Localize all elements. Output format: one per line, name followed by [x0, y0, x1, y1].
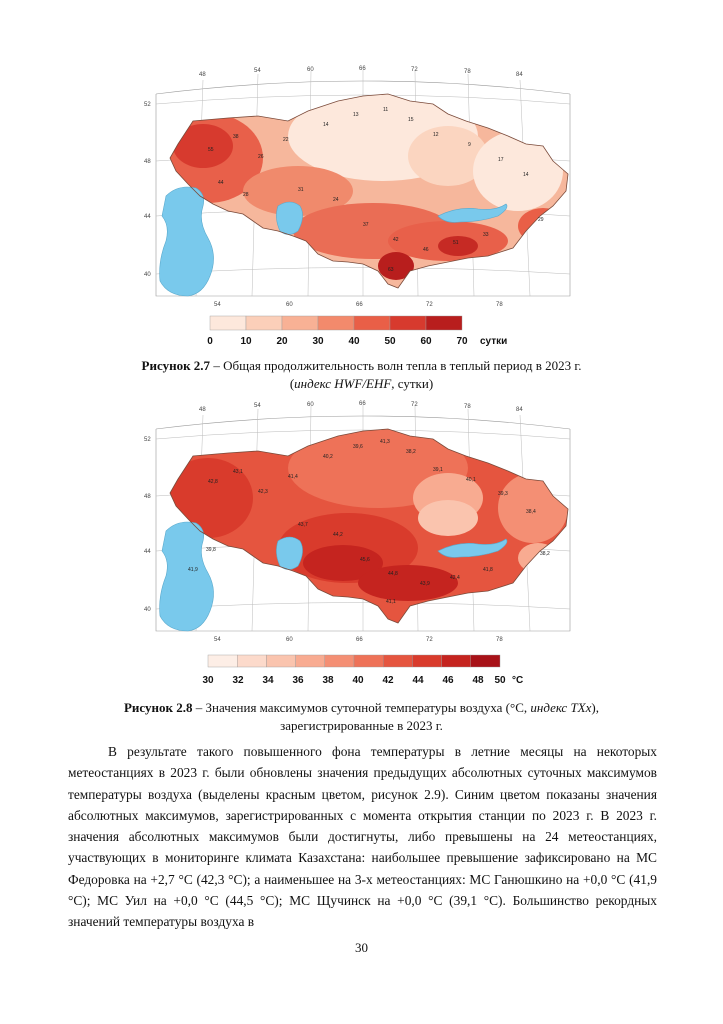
heatwave-legend [207, 314, 530, 348]
svg-text:51: 51 [453, 240, 459, 246]
figure2-caption-text: Значения максимумов суточной температуры воздуха (°С, [205, 700, 531, 715]
lon-top-48: 48 [199, 72, 206, 78]
legend2-tick: 46 [442, 675, 454, 686]
svg-text:22: 22 [283, 137, 289, 143]
svg-text:37: 37 [363, 222, 369, 228]
svg-text:43,9: 43,9 [420, 581, 430, 587]
lat-label-48: 48 [144, 494, 151, 500]
legend1-tick: 50 [384, 336, 396, 347]
legend1-tick: 40 [348, 336, 360, 347]
svg-text:38,4: 38,4 [526, 509, 536, 515]
legend1-tick: 30 [312, 336, 324, 347]
legend-color-box [390, 316, 426, 330]
lon-top-84: 84 [516, 407, 523, 413]
lat-label-40: 40 [144, 272, 151, 278]
lon-bottom-60: 60 [286, 637, 293, 643]
lon-top-78: 78 [464, 404, 471, 410]
legend-color-box [412, 655, 441, 667]
svg-text:12: 12 [433, 132, 439, 138]
svg-text:15: 15 [408, 117, 414, 123]
svg-text:38,2: 38,2 [540, 551, 550, 557]
legend2-tick: 48 [472, 675, 484, 686]
lon-top-72: 72 [411, 402, 418, 408]
page-number: 30 [355, 940, 368, 955]
legend2-tick: 44 [412, 675, 424, 686]
legend1-tick: 20 [276, 336, 288, 347]
lon-top-60: 60 [307, 67, 314, 73]
svg-text:14: 14 [523, 172, 529, 178]
svg-text:46: 46 [423, 247, 429, 253]
svg-text:41,1: 41,1 [386, 599, 396, 605]
svg-text:44: 44 [218, 180, 224, 186]
lat-label-44: 44 [144, 549, 151, 555]
lon-top-66: 66 [359, 401, 366, 407]
svg-text:38,2: 38,2 [406, 449, 416, 455]
svg-text:33: 33 [483, 232, 489, 238]
svg-text:42,3: 42,3 [258, 489, 268, 495]
svg-text:41,3: 41,3 [380, 439, 390, 445]
lon-bottom-66: 66 [356, 637, 363, 643]
svg-text:42,8: 42,8 [208, 479, 218, 485]
lon-bottom-72: 72 [426, 302, 433, 308]
svg-text:55: 55 [208, 147, 214, 153]
legend1-tick: 10 [240, 336, 252, 347]
figure2-caption-dash: – [192, 700, 206, 715]
body-paragraph: В результате такого повышенного фона температуры в летние месяцы на некоторых метеостанциях в 2023 г. были обновлены значения предыдущих абсолютных суточных максимумов температуры воздуха (выделены красным цветом, рисунок 2.9). Синим цветом показаны значения абсолютных максимумов, зарегистрированных с момента открытия станции по 2023 г. В 2023 г. значения абсолютных максимумов были достигнуты, либо превышены на 24 метеостанциях, участвующих в мониторинге климата Казахстана: наибольшее превышение зафиксировано на МС Федоровка на +2,7 °С (42,3 °С); а наименьшее на 3-х метеостанциях: МС Ганюшкино на +0,0 °С (41,9 °С); МС Уил на +0,0 °С (44,5 °С); МС Щучинск на +0,0 °С (39,1 °С). Большинство рекордных значений температуры воздуха в [68, 744, 657, 930]
heatwave-duration-map [144, 66, 578, 311]
figure2-caption: Рисунок 2.8 – Значения максимумов суточной температуры воздуха (°С, индекс TXx), зарегистрированные в 2023 г. [123, 700, 599, 733]
svg-text:40,2: 40,2 [323, 454, 333, 460]
lon-top-78: 78 [464, 69, 471, 75]
svg-text:63: 63 [388, 267, 394, 273]
lon-bottom-60: 60 [286, 302, 293, 308]
svg-text:45,6: 45,6 [360, 557, 370, 563]
svg-text:17: 17 [498, 157, 504, 163]
legend-color-box [282, 316, 318, 330]
svg-text:43,1: 43,1 [233, 469, 243, 475]
svg-text:41,9: 41,9 [188, 567, 198, 573]
legend1-unit: сутки [480, 336, 508, 347]
svg-text:29: 29 [538, 217, 544, 223]
svg-text:26: 26 [258, 154, 264, 160]
svg-text:42,4: 42,4 [450, 575, 460, 581]
svg-text:39,1: 39,1 [433, 467, 443, 473]
legend2-unit: °C [512, 675, 524, 686]
lon-top-72: 72 [411, 67, 418, 73]
lat-label-44: 44 [144, 214, 151, 220]
legend-color-box [296, 655, 325, 667]
svg-text:39,3: 39,3 [498, 491, 508, 497]
figure1-caption-label: Рисунок 2.7 [141, 358, 211, 373]
svg-text:28: 28 [243, 192, 249, 198]
svg-text:39,6: 39,6 [353, 444, 363, 450]
figure1-caption-text: Общая продолжительность волн тепла в теплый период в 2023 г. [223, 358, 582, 373]
legend-color-box [383, 655, 412, 667]
legend1-tick: 60 [420, 336, 432, 347]
legend-color-box [246, 316, 282, 330]
max-temperature-map [144, 401, 578, 643]
lat-label-52: 52 [144, 102, 151, 108]
legend-color-box [354, 316, 390, 330]
svg-text:41,8: 41,8 [483, 567, 493, 573]
legend-color-box [325, 655, 354, 667]
lon-top-54: 54 [254, 403, 261, 409]
body-text [68, 741, 657, 933]
legend2-tick: 50 [494, 675, 506, 686]
legend-color-box [208, 655, 237, 667]
lat-label-48: 48 [144, 159, 151, 165]
legend2-tick: 38 [322, 675, 334, 686]
legend1-tick: 70 [456, 336, 468, 347]
legend2-tick: 30 [202, 675, 214, 686]
lon-bottom-78: 78 [496, 637, 503, 643]
legend-color-box [471, 655, 500, 667]
legend-color-box [442, 655, 471, 667]
figure2-caption-label: Рисунок 2.8 [123, 700, 193, 715]
lon-top-66: 66 [359, 66, 366, 72]
legend2-tick: 40 [352, 675, 364, 686]
lon-top-84: 84 [516, 72, 523, 78]
svg-text:11: 11 [383, 107, 389, 113]
legend1-tick: 0 [207, 336, 213, 347]
svg-text:14: 14 [323, 122, 329, 128]
lon-top-48: 48 [199, 407, 206, 413]
lon-bottom-72: 72 [426, 637, 433, 643]
legend-color-box [210, 316, 246, 330]
figure1-caption: Рисунок 2.7 – Общая продолжительность волн тепла в теплый период в 2023 г. (индекс HWF/EHF, сутки) [141, 358, 582, 391]
legend2-tick: 36 [292, 675, 304, 686]
figure2-caption-index: индекс TXx [530, 700, 592, 715]
svg-text:39,8: 39,8 [206, 547, 216, 553]
lat-label-52: 52 [144, 437, 151, 443]
svg-text:42: 42 [393, 237, 399, 243]
svg-text:9: 9 [468, 142, 471, 148]
legend-color-box [237, 655, 266, 667]
legend-color-box [426, 316, 462, 330]
legend-color-box [266, 655, 295, 667]
svg-text:44,2: 44,2 [333, 532, 343, 538]
lon-bottom-66: 66 [356, 302, 363, 308]
svg-text:40,1: 40,1 [466, 477, 476, 483]
legend2-tick: 42 [382, 675, 394, 686]
legend-color-box [318, 316, 354, 330]
svg-text:43,7: 43,7 [298, 522, 308, 528]
temperature-legend [196, 653, 526, 687]
svg-text:31: 31 [298, 187, 304, 193]
figure1-caption-index: индекс HWF/EHF [294, 376, 392, 391]
lon-top-54: 54 [254, 68, 261, 74]
svg-text:44,8: 44,8 [388, 571, 398, 577]
figure1-caption-dash: – [210, 358, 224, 373]
svg-text:38: 38 [233, 134, 239, 140]
lon-bottom-78: 78 [496, 302, 503, 308]
legend2-tick: 34 [262, 675, 274, 686]
svg-text:41,4: 41,4 [288, 474, 298, 480]
legend-color-box [354, 655, 383, 667]
legend2-tick: 32 [232, 675, 244, 686]
svg-text:24: 24 [333, 197, 339, 203]
lon-bottom-54: 54 [214, 637, 221, 643]
figure2-caption-line2: зарегистрированные в 2023 г. [280, 718, 443, 733]
lon-top-60: 60 [307, 402, 314, 408]
lat-label-40: 40 [144, 607, 151, 613]
lon-bottom-54: 54 [214, 302, 221, 308]
svg-text:13: 13 [353, 112, 359, 118]
